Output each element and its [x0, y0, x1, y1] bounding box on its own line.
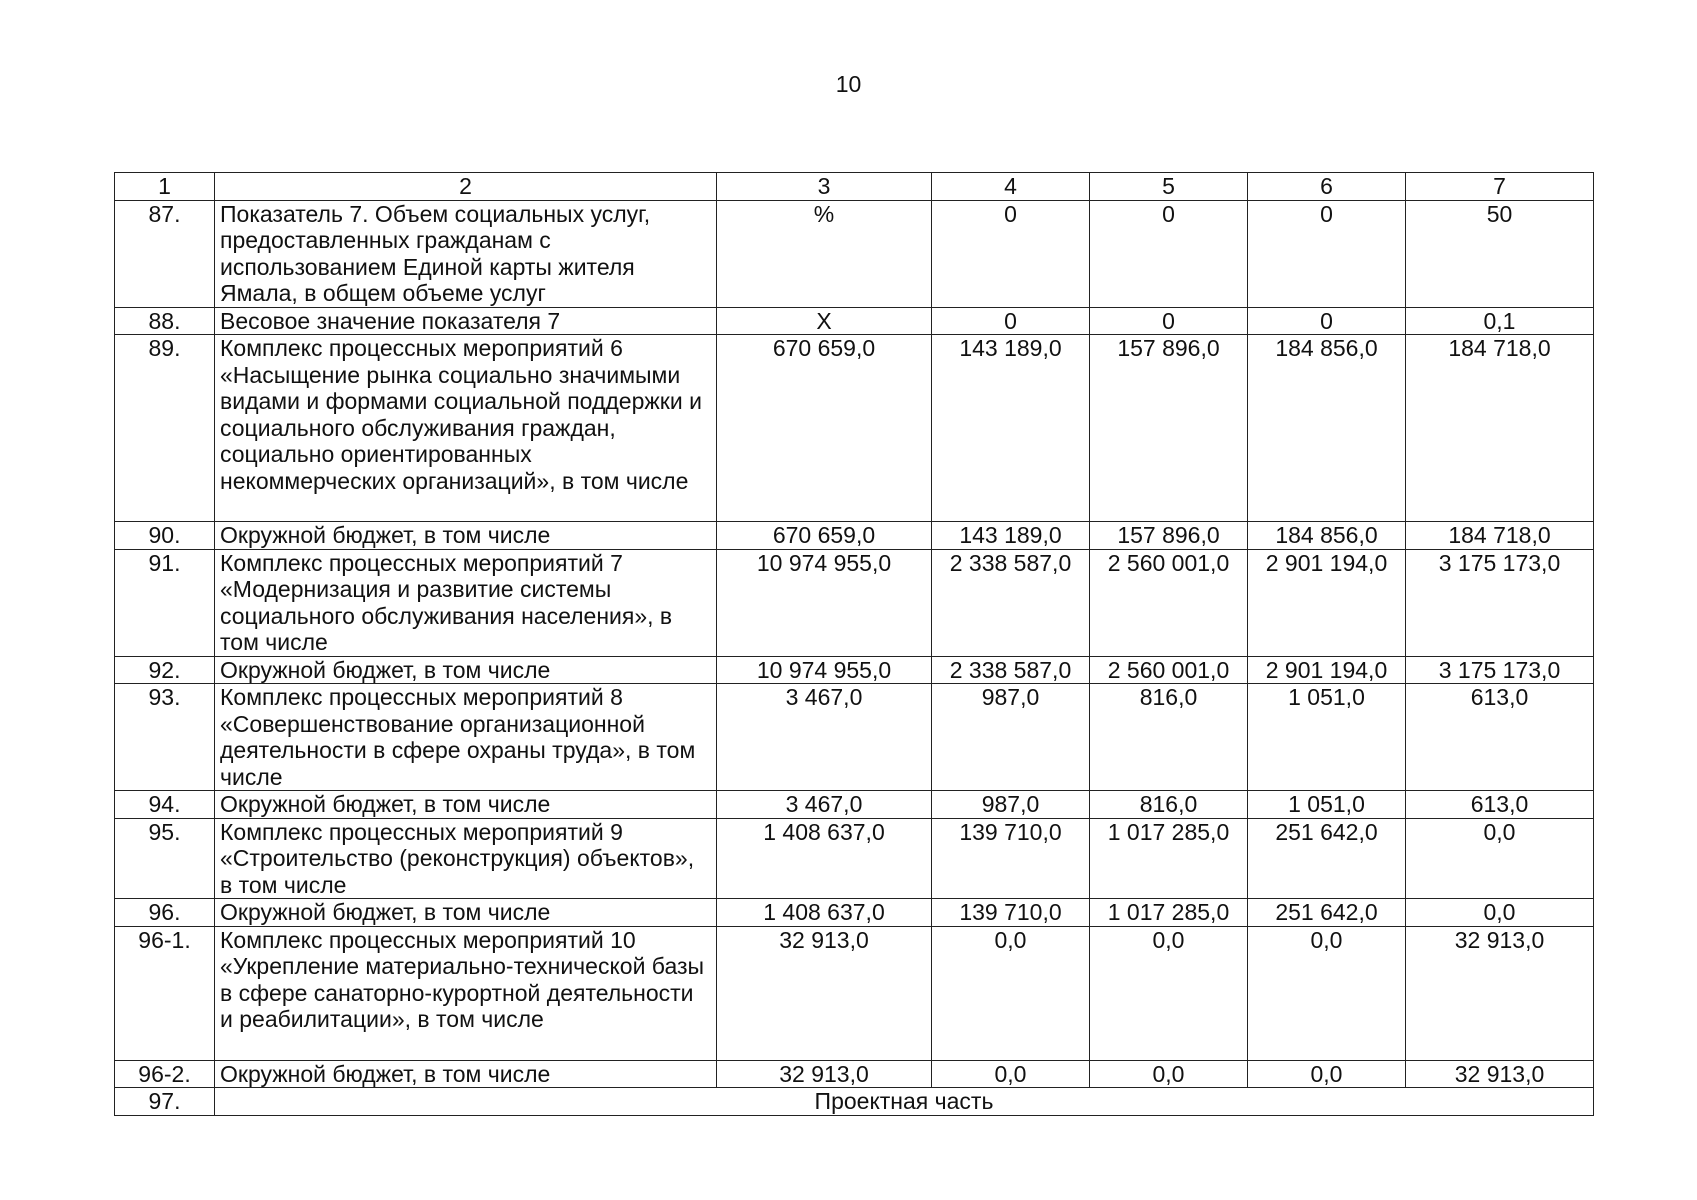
row-number: 87. — [115, 200, 215, 307]
row-value: 3 175 173,0 — [1406, 656, 1594, 684]
row-value: 0 — [1248, 307, 1406, 335]
section-row — [115, 1088, 1594, 1116]
row-value: 1 408 637,0 — [717, 818, 932, 899]
row-value: 0,0 — [1406, 818, 1594, 899]
row-value: 184 718,0 — [1406, 522, 1594, 550]
table-row — [115, 307, 1594, 335]
table-row — [115, 200, 1594, 307]
row-value: 0,0 — [932, 1060, 1090, 1088]
row-value: 184 718,0 — [1406, 335, 1594, 522]
row-value: 50 — [1406, 200, 1594, 307]
table-row — [115, 549, 1594, 656]
row-value: 0,0 — [1406, 899, 1594, 927]
row-value: 2 338 587,0 — [932, 656, 1090, 684]
header-cell: 2 — [215, 173, 717, 201]
row-value: 0,0 — [1090, 1060, 1248, 1088]
row-value: 816,0 — [1090, 684, 1248, 791]
row-number: 97. — [115, 1088, 215, 1116]
row-number: 88. — [115, 307, 215, 335]
row-name: Комплекс процессных мероприятий 6 «Насыщение рынка социально значимыми видами и формами социальной поддержки и социального обслуживания граждан, социально ориентированных некоммерческих организаций», в том числе — [215, 335, 717, 522]
row-value: 10 974 955,0 — [717, 549, 932, 656]
row-value: 1 408 637,0 — [717, 899, 932, 927]
table-row — [115, 335, 1594, 522]
row-name: Окружной бюджет, в том числе — [215, 791, 717, 819]
row-name: Весовое значение показателя 7 — [215, 307, 717, 335]
row-value: 32 913,0 — [1406, 1060, 1594, 1088]
row-number: 93. — [115, 684, 215, 791]
row-number: 95. — [115, 818, 215, 899]
row-value: 2 901 194,0 — [1248, 549, 1406, 656]
row-number: 96-1. — [115, 926, 215, 1060]
row-value: 0,0 — [1248, 1060, 1406, 1088]
row-value: 0 — [1090, 200, 1248, 307]
row-value: Х — [717, 307, 932, 335]
row-value: 2 560 001,0 — [1090, 656, 1248, 684]
row-value: 32 913,0 — [717, 1060, 932, 1088]
row-value: 251 642,0 — [1248, 899, 1406, 927]
row-name: Окружной бюджет, в том числе — [215, 899, 717, 927]
row-value: 10 974 955,0 — [717, 656, 932, 684]
row-value: 0,0 — [1090, 926, 1248, 1060]
row-value: 670 659,0 — [717, 335, 932, 522]
row-name: Окружной бюджет, в том числе — [215, 656, 717, 684]
table-row — [115, 791, 1594, 819]
table-row — [115, 926, 1594, 1060]
row-number: 92. — [115, 656, 215, 684]
row-value: 0 — [932, 307, 1090, 335]
row-name: Комплекс процессных мероприятий 7 «Модернизация и развитие системы социального обслуживания населения», в том числе — [215, 549, 717, 656]
row-value: 0 — [932, 200, 1090, 307]
row-number: 91. — [115, 549, 215, 656]
table-row — [115, 1060, 1594, 1088]
row-value: 3 175 173,0 — [1406, 549, 1594, 656]
row-value: 1 051,0 — [1248, 684, 1406, 791]
row-value: 0 — [1090, 307, 1248, 335]
row-value: 1 051,0 — [1248, 791, 1406, 819]
row-value: 613,0 — [1406, 791, 1594, 819]
row-value: 32 913,0 — [1406, 926, 1594, 1060]
row-number: 96. — [115, 899, 215, 927]
row-name: Комплекс процессных мероприятий 9 «Строительство (реконструкция) объектов», в том числе — [215, 818, 717, 899]
row-value: 2 338 587,0 — [932, 549, 1090, 656]
row-name: Комплекс процессных мероприятий 10 «Укрепление материально-технической базы в сфере санаторно-курортной деятельности и реабилитации», в том числе — [215, 926, 717, 1060]
table-body — [115, 173, 1594, 1116]
header-cell: 5 — [1090, 173, 1248, 201]
row-name: Комплекс процессных мероприятий 8 «Совершенствование организационной деятельности в сфере охраны труда», в том числе — [215, 684, 717, 791]
row-value: 143 189,0 — [932, 335, 1090, 522]
header-cell: 7 — [1406, 173, 1594, 201]
row-value: 0,0 — [1248, 926, 1406, 1060]
section-title: Проектная часть — [215, 1088, 1594, 1116]
row-value: 157 896,0 — [1090, 522, 1248, 550]
row-value: 0 — [1248, 200, 1406, 307]
row-value: 0,1 — [1406, 307, 1594, 335]
table-row — [115, 899, 1594, 927]
table-row — [115, 656, 1594, 684]
row-value: 32 913,0 — [717, 926, 932, 1060]
row-value: % — [717, 200, 932, 307]
row-number: 90. — [115, 522, 215, 550]
row-value: 184 856,0 — [1248, 522, 1406, 550]
budget-table — [114, 172, 1594, 1116]
table-row — [115, 818, 1594, 899]
row-value: 2 901 194,0 — [1248, 656, 1406, 684]
row-value: 987,0 — [932, 684, 1090, 791]
row-value: 251 642,0 — [1248, 818, 1406, 899]
row-name: Показатель 7. Объем социальных услуг, предоставленных гражданам с использованием Единой карты жителя Ямала, в общем объеме услуг — [215, 200, 717, 307]
row-value: 3 467,0 — [717, 684, 932, 791]
row-number: 89. — [115, 335, 215, 522]
row-value: 3 467,0 — [717, 791, 932, 819]
row-value: 2 560 001,0 — [1090, 549, 1248, 656]
row-value: 143 189,0 — [932, 522, 1090, 550]
row-value: 1 017 285,0 — [1090, 899, 1248, 927]
row-name: Окружной бюджет, в том числе — [215, 1060, 717, 1088]
row-value: 184 856,0 — [1248, 335, 1406, 522]
row-value: 670 659,0 — [717, 522, 932, 550]
row-value: 0,0 — [932, 926, 1090, 1060]
row-value: 1 017 285,0 — [1090, 818, 1248, 899]
row-name: Окружной бюджет, в том числе — [215, 522, 717, 550]
header-cell: 3 — [717, 173, 932, 201]
table-row — [115, 522, 1594, 550]
header-cell: 1 — [115, 173, 215, 201]
row-number: 96-2. — [115, 1060, 215, 1088]
table-header-row — [115, 173, 1594, 201]
row-value: 139 710,0 — [932, 818, 1090, 899]
header-cell: 4 — [932, 173, 1090, 201]
page-number: 10 — [835, 71, 862, 97]
header-cell: 6 — [1248, 173, 1406, 201]
row-value: 987,0 — [932, 791, 1090, 819]
row-value: 613,0 — [1406, 684, 1594, 791]
row-value: 816,0 — [1090, 791, 1248, 819]
row-value: 139 710,0 — [932, 899, 1090, 927]
table-row — [115, 684, 1594, 791]
row-number: 94. — [115, 791, 215, 819]
row-value: 157 896,0 — [1090, 335, 1248, 522]
